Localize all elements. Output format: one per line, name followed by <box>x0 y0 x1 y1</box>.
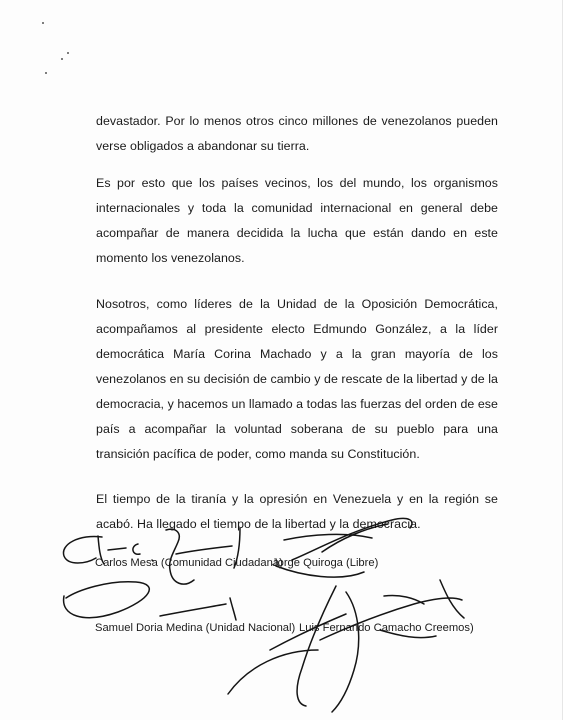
signatory-mesa: Carlos Mesa (Comunidad Ciudadana) <box>95 557 283 569</box>
paragraph-2: Es por esto que los países vecinos, los del mundo, los organismos internacionales y toda la comunidad internacional en general debe acompañar de manera decidida la lucha que están dando en este momento los venezolanos. <box>96 176 498 265</box>
signature-quiroga <box>276 518 412 577</box>
paragraph-3: Nosotros, como líderes de la Unidad de la Oposición Democrática, acompañamos al presidente electo Edmundo González, a la líder democrática María Corina Machado y a la gran mayoría de los venezolanos en su decisión de cambio y de rescate de la libertad y de la democracia, y hacemos un llamado a todas las fuerzas del orden de ese país a acompañar la voluntad soberana de su pueblo para una transición pacífica de poder, como manda su Constitución. <box>96 297 498 461</box>
signature-mesa <box>63 528 240 584</box>
signature-camacho <box>228 580 464 712</box>
signatory-quiroga: Jorge Quiroga (Libre) <box>272 557 379 569</box>
signatory-doria: Samuel Doria Medina (Unidad Nacional) <box>95 622 296 634</box>
signatory-camacho: Luis Fernando Camacho Creemos) <box>299 622 474 634</box>
paragraph-4: El tiempo de la tiranía y la opresión en Venezuela y en la región se acabó. Ha llegado el tiempo de la libertad y la democracia. <box>96 492 498 531</box>
signature-doria <box>64 582 236 620</box>
paragraph-1: devastador. Por lo menos otros cinco millones de venezolanos pueden verse obligados a abandonar su tierra. <box>96 114 498 153</box>
